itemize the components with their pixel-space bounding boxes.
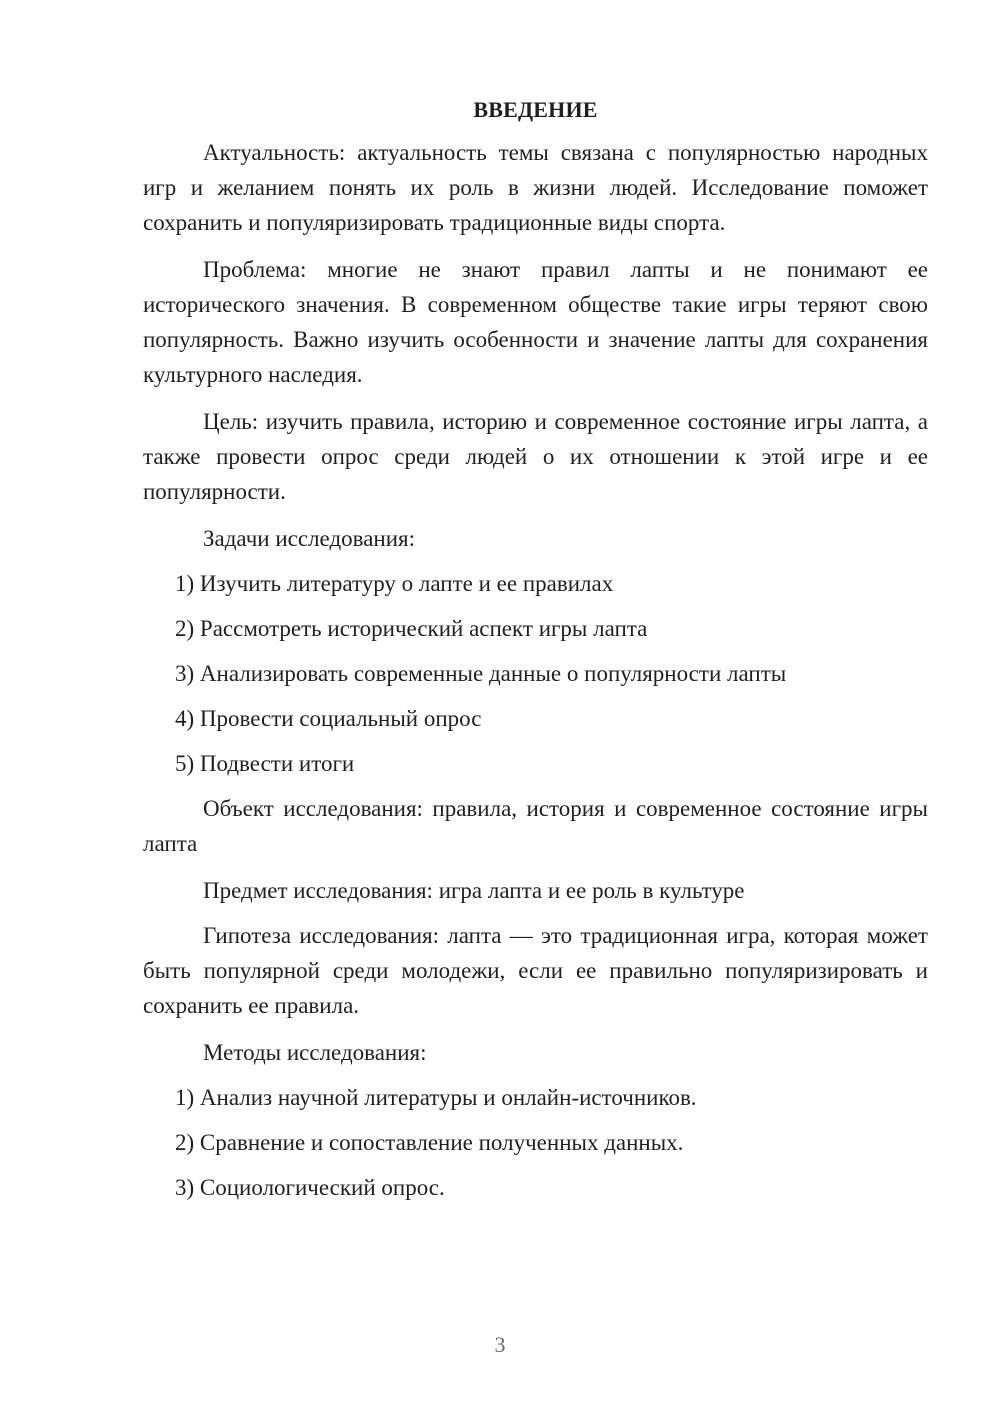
task-item-1: 1) Изучить литературу о лапте и ее правилах	[175, 571, 614, 596]
subject-paragraph: Предмет исследования: игра лапта и ее роль в культуре	[203, 878, 745, 903]
page-content	[143, 93, 928, 1215]
relevance-paragraph: Актуальность: актуальность темы связана с популярностью народных игр и желанием понять их роль в жизни людей. Исследование поможет сохранить и популяризировать традиционные виды спорта.	[143, 140, 928, 235]
task-item-5: 5) Подвести итоги	[175, 751, 355, 776]
task-item-4: 4) Провести социальный опрос	[175, 706, 482, 731]
tasks-title: Задачи исследования:	[203, 526, 416, 551]
method-item-2: 2) Сравнение и сопоставление полученных данных.	[175, 1130, 684, 1155]
problem-paragraph: Проблема: многие не знают правил лапты и не понимают ее исторического значения. В современном обществе такие игры теряют свою популярность. Важно изучить особенности и значение лапты для сохранения культурного наследия.	[143, 257, 928, 387]
method-item-3: 3) Социологический опрос.	[175, 1175, 445, 1200]
task-item-2: 2) Рассмотреть исторический аспект игры лапта	[175, 616, 648, 641]
task-item-3: 3) Анализировать современные данные о популярности лапты	[175, 661, 787, 686]
hypothesis-paragraph: Гипотеза исследования: лапта — это традиционная игра, которая может быть популярной среди молодежи, если ее правильно популяризировать и сохранить ее правила.	[143, 923, 928, 1018]
goal-paragraph: Цель: изучить правила, историю и современное состояние игры лапта, а также провести опрос среди людей о их отношении к этой игре и ее популярности.	[143, 409, 928, 504]
methods-title: Методы исследования:	[203, 1040, 427, 1065]
object-paragraph: Объект исследования: правила, история и современное состояние игры лапта	[143, 796, 928, 856]
method-item-1: 1) Анализ научной литературы и онлайн-источников.	[175, 1085, 697, 1110]
page-number: 3	[494, 1332, 506, 1357]
section-heading: ВВЕДЕНИЕ	[473, 97, 598, 122]
